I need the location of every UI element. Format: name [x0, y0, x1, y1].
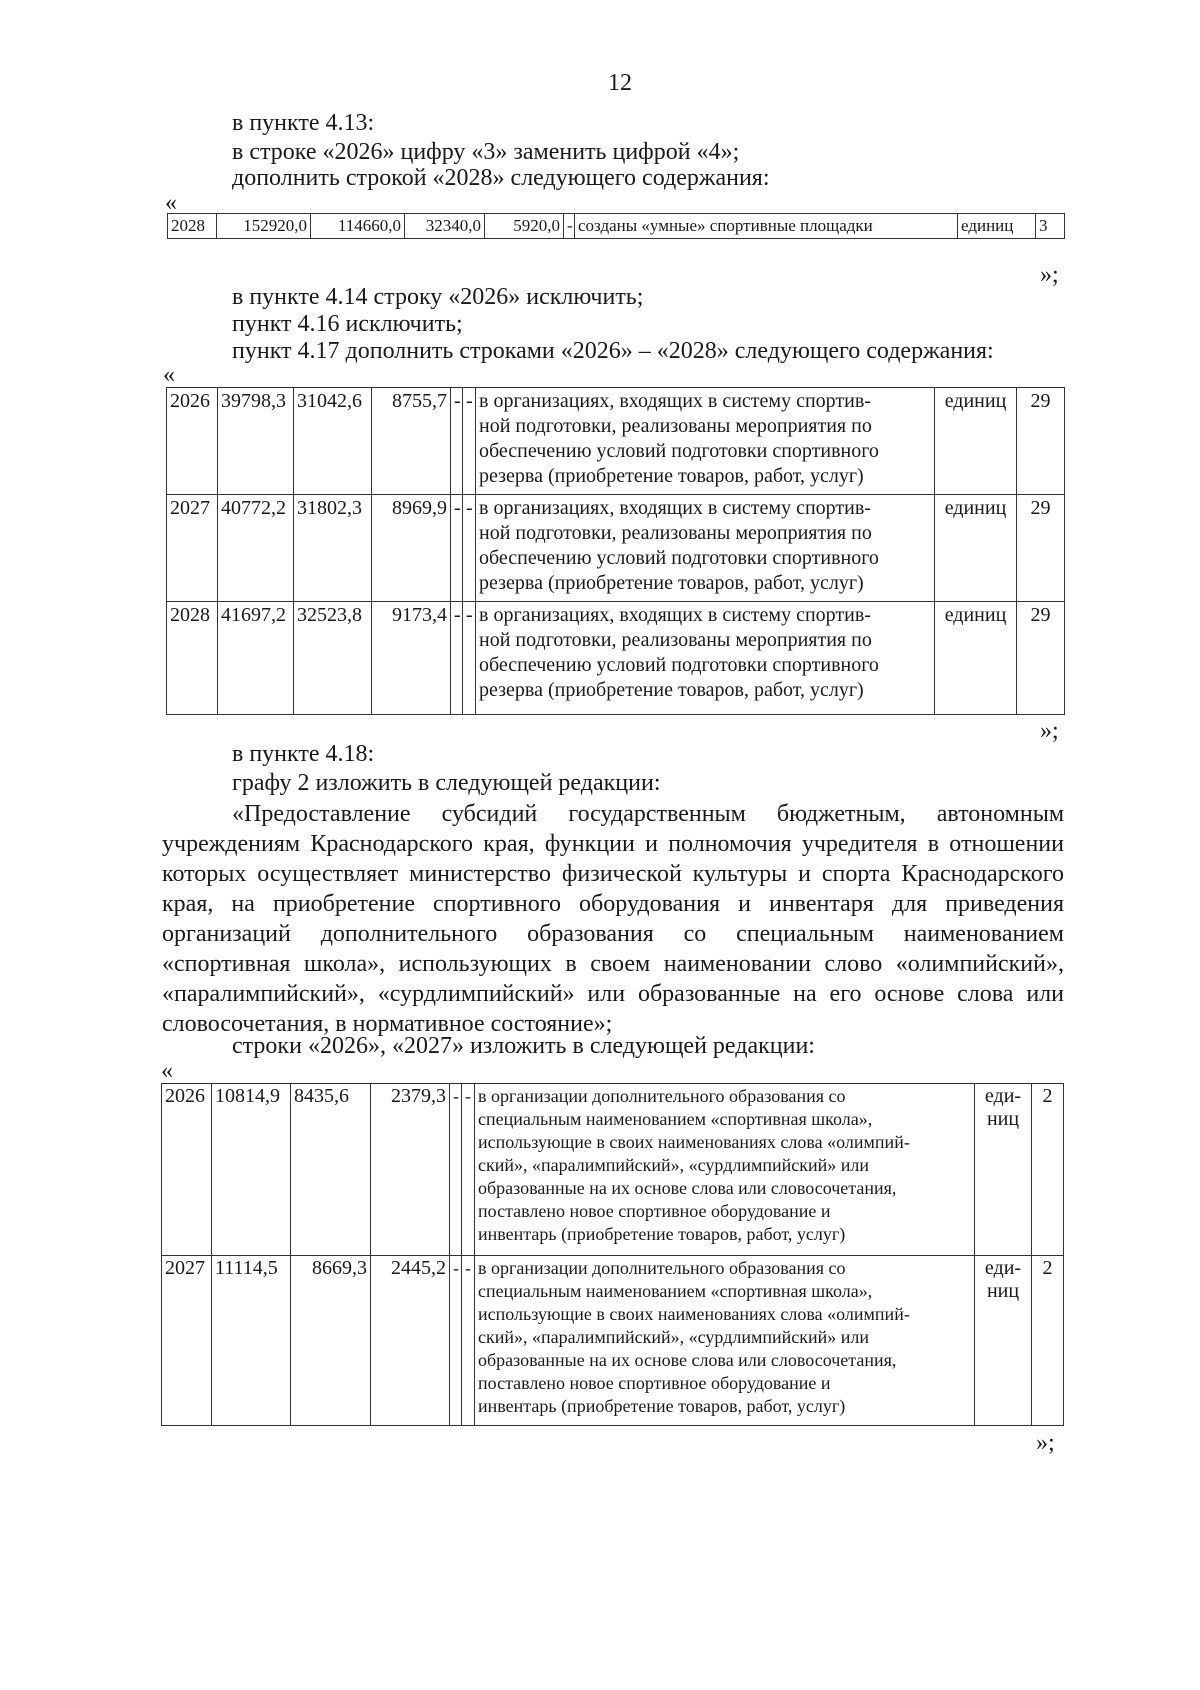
quote-line: «Предоставление субсидий государственным бюджетным, автономным	[232, 801, 1064, 827]
count-cell: 29	[1017, 388, 1065, 495]
dash-cell: -	[564, 214, 575, 239]
quote-line: «спортивная школа», использующих в своем наименовании слово «олимпийский»,	[162, 951, 1064, 977]
quote-line: организаций дополнительного образования со специальным наименованием	[162, 921, 1064, 947]
count-cell: 29	[1017, 602, 1065, 715]
count-cell: 29	[1017, 495, 1065, 602]
unit-cell: единиц	[935, 388, 1017, 495]
page-number: 12	[608, 70, 632, 96]
dash-cell: -	[451, 495, 463, 602]
table-row	[168, 214, 1065, 239]
total-cell: 41697,2	[218, 602, 294, 715]
amendment-table-1	[167, 213, 1065, 239]
value-cell: 8669,3	[291, 1256, 371, 1426]
para2-line-2: пункт 4.16 исключить;	[232, 311, 463, 337]
result-cell: в организациях, входящих в систему спортив- ной подготовки, реализованы мероприятия по обеспечению условий подготовки спортивного резерва (приобретение товаров, работ, услуг)	[476, 602, 935, 715]
quote-line: учреждениям Краснодарского края, функции и полномочия учредителя в отношении	[162, 831, 1064, 857]
unit-cell: единиц	[935, 495, 1017, 602]
quote-line: края, на приобретение спортивного оборудования и инвентаря для приведения	[162, 891, 1064, 917]
amendment-table-2	[166, 387, 1065, 715]
value-cell: 8755,7	[372, 388, 451, 495]
dash-cell: -	[463, 388, 476, 495]
result-cell: в организациях, входящих в систему спортив- ной подготовки, реализованы мероприятия по обеспечению условий подготовки спортивного резерва (приобретение товаров, работ, услуг)	[476, 388, 935, 495]
close-quote-3: »;	[1036, 1430, 1055, 1456]
quote-body	[162, 829, 1064, 1039]
amendment-table-3	[161, 1083, 1064, 1426]
quote-line: которых осуществляет министерство физической культуры и спорта Краснодарского	[162, 861, 1064, 887]
para2-line-3: пункт 4.17 дополнить строками «2026» – «2028» следующего содержания:	[232, 338, 994, 364]
dash-cell: -	[451, 602, 463, 715]
dash-cell: -	[462, 1084, 475, 1256]
value-cell: 31042,6	[294, 388, 372, 495]
unit-cell: единиц	[958, 214, 1036, 239]
unit-cell: еди- ниц	[975, 1256, 1032, 1426]
dash-cell: -	[463, 602, 476, 715]
dash-cell: -	[450, 1084, 462, 1256]
total-cell: 39798,3	[218, 388, 294, 495]
count-cell: 3	[1036, 214, 1065, 239]
value-cell: 5920,0	[485, 214, 564, 239]
table-row	[162, 1084, 1064, 1256]
open-quote-2: «	[163, 362, 175, 388]
unit-cell: еди- ниц	[975, 1084, 1032, 1256]
year-cell: 2027	[167, 495, 218, 602]
result-cell: созданы «умные» спортивные площадки	[575, 214, 958, 239]
value-cell: 8969,9	[372, 495, 451, 602]
year-cell: 2028	[168, 214, 217, 239]
intro-line-2: в строке «2026» цифру «3» заменить цифрой «4»;	[232, 139, 740, 165]
value-cell: 2379,3	[371, 1084, 450, 1256]
close-quote-2: »;	[1040, 718, 1059, 744]
para3-heading-1: в пункте 4.18:	[232, 741, 375, 767]
para3-heading-3: строки «2026», «2027» изложить в следующей редакции:	[232, 1033, 815, 1059]
table-row	[162, 1256, 1064, 1426]
year-cell: 2026	[162, 1084, 212, 1256]
year-cell: 2027	[162, 1256, 212, 1426]
total-cell: 40772,2	[218, 495, 294, 602]
intro-line-1: в пункте 4.13:	[232, 110, 375, 136]
table-row	[167, 495, 1065, 602]
unit-cell: единиц	[935, 602, 1017, 715]
result-cell: в организациях, входящих в систему спортив- ной подготовки, реализованы мероприятия по обеспечению условий подготовки спортивного резерва (приобретение товаров, работ, услуг)	[476, 495, 935, 602]
count-cell: 2	[1032, 1256, 1064, 1426]
count-cell: 2	[1032, 1084, 1064, 1256]
table-row	[167, 388, 1065, 495]
total-cell: 10814,9	[212, 1084, 291, 1256]
result-cell: в организации дополнительного образования со специальным наименованием «спортивная школа», использующие в своих наименованиях слова «олимпий- ский», «паралимпийский», «сурдлимпийский» или образованные на их основе слова или словосочетания, поставлено новое спортивное оборудование и инвентарь (приобретение товаров, работ, услуг)	[475, 1256, 975, 1426]
table-row	[167, 602, 1065, 715]
open-quote-3: «	[161, 1058, 173, 1084]
close-quote-1: »;	[1040, 262, 1059, 288]
year-cell: 2026	[167, 388, 218, 495]
dash-cell: -	[462, 1256, 475, 1426]
dash-cell: -	[450, 1256, 462, 1426]
value-cell: 32340,0	[405, 214, 485, 239]
dash-cell: -	[451, 388, 463, 495]
intro-line-3: дополнить строкой «2028» следующего содержания:	[232, 165, 770, 191]
quote-line-1-wrap	[232, 799, 1064, 829]
total-cell: 11114,5	[212, 1256, 291, 1426]
value-cell: 31802,3	[294, 495, 372, 602]
value-cell: 9173,4	[372, 602, 451, 715]
dash-cell: -	[463, 495, 476, 602]
value-cell: 8435,6	[291, 1084, 371, 1256]
quote-line: «паралимпийский», «сурдлимпийский» или образованные на его основе слова или	[162, 981, 1064, 1007]
year-cell: 2028	[167, 602, 218, 715]
value-cell: 2445,2	[371, 1256, 450, 1426]
value-cell: 32523,8	[294, 602, 372, 715]
quote-line-last: словосочетания, в нормативное состояние»;	[162, 1011, 613, 1037]
total-cell: 152920,0	[217, 214, 311, 239]
value-cell: 114660,0	[311, 214, 405, 239]
open-quote-1: «	[165, 190, 177, 216]
para2-line-1: в пункте 4.14 строку «2026» исключить;	[232, 284, 644, 310]
result-cell: в организации дополнительного образования со специальным наименованием «спортивная школа», использующие в своих наименованиях слова «олимпий- ский», «паралимпийский», «сурдлимпийский» или образованные на их основе слова или словосочетания, поставлено новое спортивное оборудование и инвентарь (приобретение товаров, работ, услуг)	[475, 1084, 975, 1256]
para3-heading-2: графу 2 изложить в следующей редакции:	[232, 770, 661, 796]
